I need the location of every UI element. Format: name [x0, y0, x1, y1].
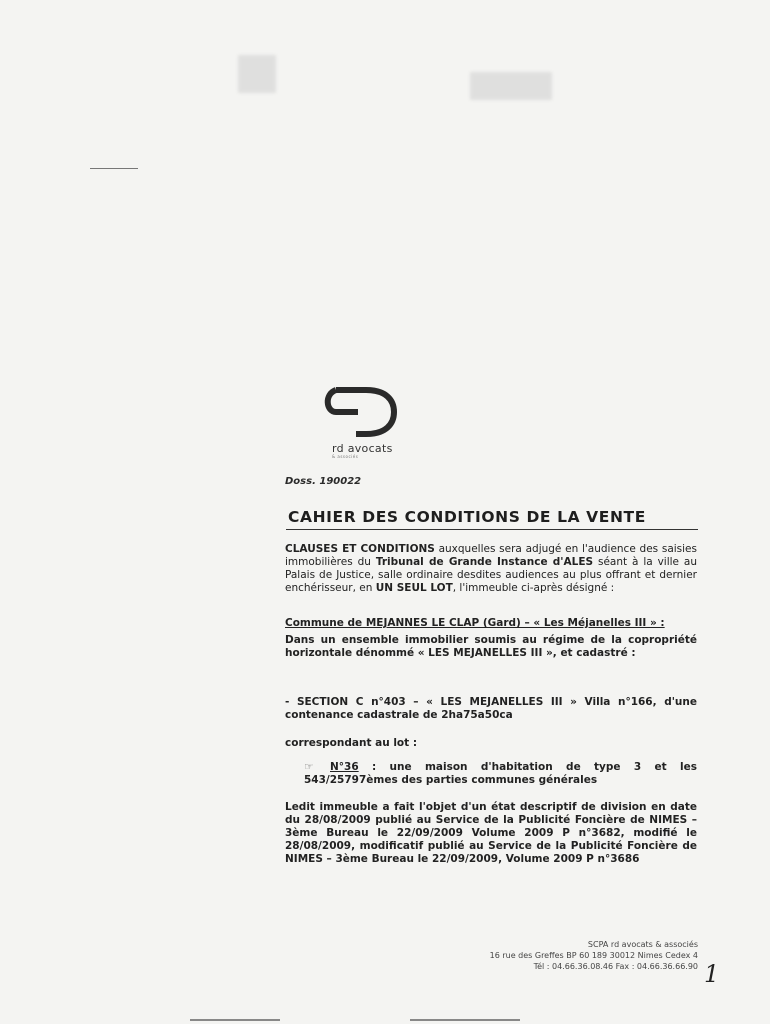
scan-edge-mark [190, 1019, 280, 1021]
lot-description: : une maison d'habitation de type 3 et les 543/25797èmes des parties communes générales [304, 761, 697, 786]
etat-paragraph: Ledit immeuble a fait l'objet d'un état descriptif de division en date du 28/08/2009 publié au Service de la Publicité Foncière de NIMES – 3ème Bureau le 22/09/2009 Volume 2009 P n°3682, modifié le 28/08/2009, modificatif publié au Service de la Publicité Foncière de NIMES – 3ème Bureau le 22/09/2009, Volume 2009 P n°3686 [285, 801, 697, 865]
correspondant-line: correspondant au lot : [285, 737, 418, 749]
document-title: CAHIER DES CONDITIONS DE LA VENTE [288, 508, 646, 526]
footer-phone: Tél : 04.66.36.08.46 Fax : 04.66.36.66.90 [533, 962, 698, 971]
scan-edge-mark [410, 1019, 520, 1021]
footer-firm: SCPA rd avocats & associés [587, 940, 698, 949]
page-number: 1 [704, 960, 720, 988]
commune-heading: Commune de MEJANNES LE CLAP (Gard) – « Les Méjanelles III » : [285, 617, 665, 629]
lot-number: N°36 [330, 761, 359, 773]
scan-smudge [470, 72, 552, 100]
title-underline [286, 529, 698, 530]
lot-item [304, 761, 697, 787]
rd-avocats-logo [322, 386, 398, 438]
section-paragraph: - SECTION C n°403 – « LES MEJANELLES III » Villa n°166, d'une contenance cadastrale de 2ha75a50ca [285, 696, 697, 721]
ensemble-paragraph: Dans un ensemble immobilier soumis au régime de la copropriété horizontale dénommé « LES MEJANELLES III », et cadastré : [285, 634, 697, 659]
logo-tagline: & associés [332, 454, 359, 459]
clauses-paragraph [285, 543, 697, 595]
scan-smudge [238, 55, 276, 93]
hand-pointer-icon: ☞ [304, 761, 314, 773]
scan-mark [90, 168, 138, 169]
footer-address-block [490, 939, 698, 972]
logo-mark-icon [322, 386, 398, 438]
clauses-lead: CLAUSES ET CONDITIONS [285, 543, 435, 555]
clauses-text-3: , l'immeuble ci-après désigné : [452, 582, 615, 594]
dossier-number: Doss. 190022 [285, 476, 362, 487]
logo-name: rd avocats [332, 442, 393, 455]
footer-address: 16 rue des Greffes BP 60 189 30012 Nimes Cedex 4 [489, 951, 698, 960]
clauses-text-1: auxquelles sera adjugé en l'audience des saisies immobilières du [285, 543, 697, 568]
tribunal-name: Tribunal de Grande Instance d'ALES [375, 556, 594, 568]
clauses-text-2: séant à la ville au Palais de Justice, salle ordinaire desdites audiences au plus offrant et dernier enchérisseur, en [285, 556, 697, 594]
lot-count: UN SEUL LOT [375, 582, 453, 594]
commune-line [285, 617, 697, 630]
